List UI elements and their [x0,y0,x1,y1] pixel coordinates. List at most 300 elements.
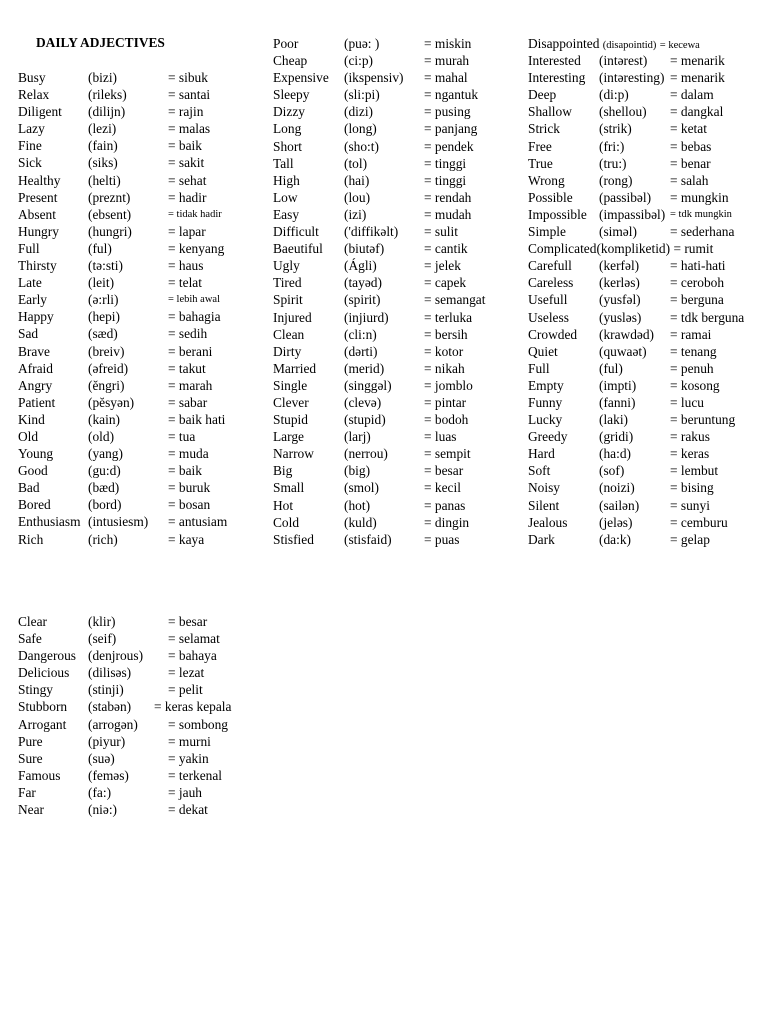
word: Long [273,121,302,137]
word: Thirsty [18,258,57,274]
word: Angry [18,377,53,393]
word: Complicated [528,241,597,257]
pronunciation: (pĕsyən) [88,394,135,410]
pronunciation: (strik) [599,121,632,137]
pronunciation: (kuld) [344,514,377,530]
word: Arrogant [18,716,67,732]
word: Married [273,360,317,376]
meaning: = pusing [424,104,471,120]
pronunciation: (sho:t) [344,138,379,154]
word: Funny [528,394,563,410]
meaning: = murah [424,53,470,69]
word: Delicious [18,665,70,681]
pronunciation: (bizi) [88,70,117,85]
meaning: = rakus [670,429,710,445]
word: Happy [18,309,54,325]
pronunciation: (niə:) [88,802,117,818]
word: Small [273,480,305,496]
word: Jealous [528,514,568,530]
meaning: = dangkal [670,104,724,120]
pronunciation: (ĕngri) [88,377,125,393]
pronunciation: (injiurd) [344,309,389,325]
word: Short [273,138,303,154]
meaning: = dekat [168,802,208,818]
meaning: = selamat [168,631,220,647]
pronunciation: (merid) [344,360,385,376]
word: Sleepy [273,87,310,103]
word: Quiet [528,343,558,359]
word: Safe [18,631,42,647]
word: Stisfied [273,531,314,547]
meaning: = kecewa [659,40,700,51]
meaning: = tenang [670,343,717,359]
pronunciation: (rich) [88,531,118,547]
pronunciation: (di:p) [599,87,629,103]
meaning: = sabar [168,394,208,410]
meaning: = mudah [424,206,472,222]
meaning: = bebas [670,138,712,154]
meaning: = benar [670,155,711,171]
pronunciation: (kompliketid) [596,241,671,257]
pronunciation: (smol) [344,480,379,496]
word: Injured [273,309,312,325]
word: Brave [18,343,50,359]
word: Absent [18,206,56,222]
meaning: = lucu [670,394,704,410]
pronunciation: (ful) [599,360,623,376]
pronunciation: (dilijn) [88,104,126,120]
word: Clever [273,394,309,410]
meaning: = semangat [424,292,486,308]
meaning: = rajin [168,104,204,120]
word: Dangerous [18,648,77,664]
pronunciation: (disapointid) [602,40,657,51]
word: Poor [273,36,299,51]
pronunciation: (intəresting) [599,70,665,86]
word: Far [18,784,36,800]
word: Crowded [528,326,578,342]
pronunciation: (shellou) [599,104,647,120]
pronunciation: (sli:pi) [344,87,380,103]
word: Greedy [528,429,568,445]
pronunciation: (gridi) [599,429,634,445]
meaning: = tinggi [424,172,467,188]
word: Careless [528,275,574,291]
meaning: = lembut [670,463,719,479]
meaning: = sehat [168,172,207,188]
meaning: = kecil [424,480,461,496]
pronunciation: ('diffikəlt) [344,224,399,240]
meaning: = terkenal [168,767,223,783]
pronunciation: (lezi) [88,121,117,137]
meaning: = rendah [424,189,472,205]
word: Hot [273,497,294,513]
word: Soft [528,463,551,479]
pronunciation: (clevə) [344,394,382,410]
pronunciation: (kerfəl) [599,258,640,274]
meaning: = hadir [168,189,207,205]
pronunciation: (tol) [344,155,368,171]
word: Stupid [273,412,308,428]
pronunciation: (dilisəs) [88,665,132,681]
pronunciation: (rong) [599,172,633,188]
word: Expensive [273,70,329,86]
meaning: = jelek [424,258,461,274]
pronunciation: (feməs) [88,767,129,783]
meaning: = sombong [168,716,229,732]
meaning: = jomblo [424,377,473,393]
meaning: = terluka [424,309,473,325]
pronunciation: (old) [88,428,115,444]
pronunciation: (sailən) [599,497,640,513]
word: Relax [18,87,50,103]
word: Single [273,377,308,393]
meaning: = panjang [424,121,478,137]
meaning: = capek [424,275,467,291]
meaning: = menarik [670,70,725,86]
word: Present [18,189,58,205]
pronunciation: (ə:rli) [88,292,119,308]
pronunciation: (impti) [599,377,637,393]
meaning: = haus [168,258,204,274]
word: Sick [18,155,42,171]
pronunciation: (impassibəl) [599,206,666,222]
word: Clean [273,326,305,342]
pronunciation: (yusləs) [599,309,642,325]
meaning: = pendek [424,138,474,154]
word: Sure [18,750,43,766]
word: Hard [528,446,555,462]
word: True [528,155,553,171]
pronunciation: (klir) [88,614,116,629]
meaning: = tdk berguna [670,309,745,325]
meaning: = besar [424,463,464,479]
meaning: = kotor [424,343,464,359]
pronunciation: (fain) [88,138,118,154]
pronunciation: (laki) [599,412,628,428]
pronunciation: (leit) [88,275,115,291]
meaning: = takut [168,360,206,376]
meaning: = gelap [670,531,710,547]
meaning: = sakit [168,155,205,171]
meaning: = lapar [168,223,206,239]
pronunciation: (stinji) [88,682,124,698]
meaning: = berguna [670,292,724,308]
word: Empty [528,377,564,393]
pronunciation: (breiv) [88,343,125,359]
word: Carefull [528,258,572,274]
pronunciation: (yang) [88,446,123,462]
word: Sad [18,326,39,342]
word: Hungry [18,223,59,239]
meaning: = panas [424,497,466,513]
pronunciation: (larj) [344,429,371,445]
word: Lucky [528,412,563,428]
pronunciation: (jeləs) [599,514,633,530]
pronunciation: (hot) [344,497,371,513]
word: Good [18,463,48,479]
word: Early [18,292,47,308]
pronunciation: (tayəd) [344,275,382,291]
pronunciation: (bord) [88,497,122,513]
pronunciation: (tru:) [599,155,627,171]
pronunciation: (stisfaid) [344,531,392,547]
meaning: = lebih awal [168,294,220,306]
meaning: = rumit [673,241,714,257]
pronunciation: (long) [344,121,377,137]
word: Bored [18,497,51,513]
meaning: = sibuk [168,70,208,85]
word: Wrong [528,172,565,188]
word: Interesting [528,70,586,86]
word: Rich [18,531,44,547]
pronunciation: (piyur) [88,733,126,749]
word: Famous [18,767,61,783]
pronunciation: (ci:p) [344,53,373,69]
pronunciation: (tə:sti) [88,258,123,274]
word: Impossible [528,206,587,222]
meaning: = bersih [424,326,468,342]
word: Difficult [273,224,319,240]
word: Disappointed [528,36,600,51]
word: Full [18,240,40,256]
meaning: = bosan [168,497,211,513]
pronunciation: (ful) [88,240,112,256]
meaning: = puas [424,531,460,547]
meaning: = beruntung [670,412,736,428]
pronunciation: (siks) [88,155,118,171]
meaning: = muda [168,446,209,462]
meaning: = dalam [670,87,714,103]
meaning: = cemburu [670,514,728,530]
word: Fine [18,138,42,154]
pronunciation: (krawdəd) [599,326,655,342]
meaning: = sederhana [670,224,735,240]
pronunciation: (singgəl) [344,377,392,393]
meaning: = murni [168,733,211,749]
meaning: = santai [168,87,211,103]
word: Silent [528,497,560,513]
pronunciation: (dərti) [344,343,378,359]
pronunciation: (big) [344,463,371,479]
meaning: = kenyang [168,240,225,256]
word: Baeutiful [273,241,323,257]
pronunciation: (hai) [344,172,370,188]
pronunciation: (da:k) [599,531,631,547]
pronunciation: (passibəl) [599,189,652,205]
word: Dark [528,531,555,547]
meaning: = tidak hadir [168,208,222,220]
pronunciation: (fanni) [599,394,636,410]
meaning: = marah [168,377,213,393]
pronunciation: (noizi) [599,480,635,496]
word: Young [18,446,54,462]
meaning: = pintar [424,394,467,410]
pronunciation: (denjrous) [88,648,144,664]
meaning: = besar [168,614,208,629]
pronunciation: (izi) [344,206,367,222]
word: Free [528,138,552,154]
pronunciation: (intusiesm) [88,514,149,530]
pronunciation: (suə) [88,750,115,766]
word: Tall [273,155,294,171]
pronunciation: (əfreid) [88,360,129,376]
meaning: = tua [168,428,196,444]
meaning: = baik [168,463,202,479]
meaning: = baik hati [168,411,226,427]
pronunciation: (dizi) [344,104,373,120]
word: Shallow [528,104,572,120]
meaning: = ramai [670,326,712,342]
pronunciation: (fri:) [599,138,625,154]
meaning: = pelit [168,682,203,698]
meaning: = malas [168,121,211,137]
pronunciation: (nerrou) [344,446,388,462]
pronunciation: (kain) [88,411,120,427]
meaning: = miskin [424,36,472,51]
word: High [273,172,300,188]
meaning: = sulit [424,224,458,240]
word: Usefull [528,292,568,308]
meaning: = jauh [168,784,202,800]
word: Dizzy [273,104,305,120]
word: Lazy [18,121,45,137]
pronunciation: (siməl) [599,224,637,240]
word: Spirit [273,292,303,308]
pronunciation: (arrogən) [88,716,138,732]
word: Tired [273,275,302,291]
word: Diligent [18,104,62,120]
meaning: = keras kepala [154,699,232,715]
word: Kind [18,411,45,427]
word: Pure [18,733,43,749]
pronunciation: (hungri) [88,223,132,239]
meaning: = luas [424,429,457,445]
meaning: = baik [168,138,202,154]
meaning: = cantik [424,241,468,257]
meaning: = ketat [670,121,707,137]
meaning: = bahaya [168,648,217,664]
meaning: = dingin [424,514,470,530]
meaning: = mungkin [670,189,729,205]
word: Cheap [273,53,308,69]
meaning: = antusiam [168,514,228,530]
word: Useless [528,309,569,325]
meaning: = menarik [670,53,725,69]
meaning: = bising [670,480,714,496]
meaning: = bodoh [424,412,469,428]
word: Big [273,463,293,479]
word: Bad [18,480,40,496]
meaning: = nikah [424,360,465,376]
word: Simple [528,224,566,240]
word: Near [18,802,45,818]
word: Dirty [273,343,302,359]
word: Ugly [273,258,300,274]
word: Narrow [273,446,314,462]
pronunciation: (intərest) [599,53,648,69]
meaning: = telat [168,275,202,291]
meaning: = penuh [670,360,714,376]
meaning: = salah [670,172,709,188]
pronunciation: (kerləs) [599,275,640,291]
pronunciation: (puə: ) [344,36,380,51]
word: Noisy [528,480,560,496]
meaning: = sedih [168,326,208,342]
pronunciation: (stupid) [344,412,386,428]
word: Clear [18,614,47,629]
word: Patient [18,394,56,410]
word: Healthy [18,172,61,188]
pronunciation: (bæd) [88,480,120,496]
pronunciation: (helti) [88,172,121,188]
word: Cold [273,514,300,530]
pronunciation: (quwaət) [599,343,647,359]
meaning: = hati-hati [670,258,726,274]
meaning: = mahal [424,70,468,86]
meaning: = tinggi [424,155,467,171]
word: Stingy [18,682,53,698]
page-title: DAILY ADJECTIVES [36,35,165,50]
meaning: = kosong [670,377,720,393]
meaning: = buruk [168,480,211,496]
pronunciation: (sof) [599,463,625,479]
pronunciation: (yusfəl) [599,292,641,308]
pronunciation: (seif) [88,631,117,647]
pronunciation: (lou) [344,189,371,205]
word: Strick [528,121,560,137]
pronunciation: (sæd) [88,326,118,342]
word: Interested [528,53,581,69]
meaning: = ceroboh [670,275,725,291]
word: Busy [18,70,46,85]
word: Low [273,189,298,205]
pronunciation: (rileks) [88,87,127,103]
word: Late [18,275,42,291]
word: Deep [528,87,557,103]
meaning: = keras [670,446,710,462]
pronunciation: (fa:) [88,784,112,800]
meaning: = sempit [424,446,471,462]
pronunciation: (ha:d) [599,446,631,462]
word: Full [528,360,550,376]
pronunciation: (gu:d) [88,463,121,479]
meaning: = kaya [168,531,205,547]
pronunciation: (preznt) [88,189,131,205]
pronunciation: (hepi) [88,309,120,325]
pronunciation: (spirit) [344,292,381,308]
word: Enthusiasm [18,514,81,530]
word: Old [18,428,39,444]
pronunciation: (ikspensiv) [344,70,404,86]
meaning: = sunyi [670,497,710,513]
vocab-line [528,240,713,257]
pronunciation: (cli:n) [344,326,377,342]
word: Afraid [18,360,53,376]
meaning: = lezat [168,665,205,681]
meaning: = bahagia [168,309,221,325]
word: Stubborn [18,699,68,715]
meaning: = berani [168,343,213,359]
meaning: = tdk mungkin [670,208,732,220]
word: Easy [273,206,300,222]
pronunciation: (stabən) [88,699,132,715]
word: Possible [528,189,573,205]
pronunciation: (ebsent) [88,206,132,222]
meaning: = yakin [168,750,209,766]
pronunciation: (Ágli) [344,258,377,274]
word: Large [273,429,304,445]
